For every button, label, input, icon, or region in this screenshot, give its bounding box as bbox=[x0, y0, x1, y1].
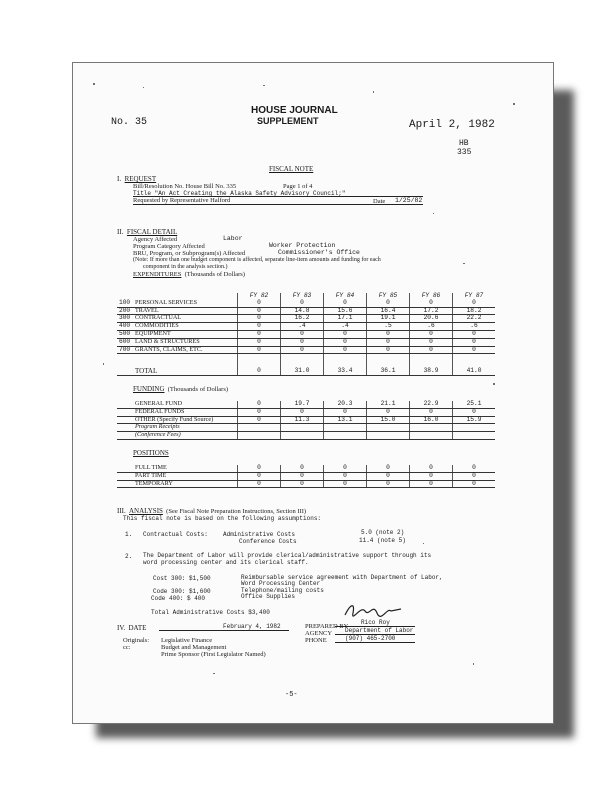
item2-num: 2. bbox=[125, 553, 133, 560]
table-cell: 0 bbox=[453, 465, 496, 472]
table-row bbox=[117, 472, 495, 480]
cost300-desc2: Word Processing Center bbox=[241, 580, 321, 587]
date-heading: DATE bbox=[128, 624, 147, 632]
table-cell: 0 bbox=[367, 346, 410, 354]
table-cell: TRAVEL bbox=[133, 307, 238, 315]
prepared-by-label: PREPARED BY bbox=[305, 623, 349, 630]
journal-number: No. 35 bbox=[111, 117, 148, 128]
table-cell bbox=[238, 432, 281, 440]
originals-value: Legislative Finance bbox=[161, 637, 213, 644]
table-cell: 20.6 bbox=[410, 315, 453, 323]
prepared-by-value: Rico Roy bbox=[361, 619, 390, 626]
table-cell: 500 bbox=[117, 330, 133, 338]
table-cell: 25.1 bbox=[453, 401, 496, 408]
table-cell: 16.0 bbox=[410, 416, 453, 424]
funding-units: (Thousands of Dollars) bbox=[167, 386, 229, 393]
table-cell: 0 bbox=[453, 346, 496, 354]
table-cell: 17.1 bbox=[324, 315, 367, 323]
table-cell: 0 bbox=[324, 408, 367, 416]
bill-id-prefix: HB bbox=[459, 139, 469, 148]
program-label: Program Category Affected bbox=[133, 243, 205, 250]
table-cell: 0 bbox=[238, 472, 281, 480]
analysis-intro: This fiscal note is based on the following assumptions: bbox=[123, 515, 322, 522]
table-cell: 0 bbox=[324, 480, 367, 488]
table-cell: 0 bbox=[238, 465, 281, 472]
table-cell: TEMPORARY bbox=[133, 480, 238, 488]
table-row bbox=[117, 465, 495, 472]
item1-admin-value: 5.0 (note 2) bbox=[361, 529, 405, 536]
fiscal-note-title: FISCAL NOTE bbox=[269, 165, 314, 173]
table-cell: Program Receipts bbox=[133, 424, 238, 432]
note-line2: component in the analysis section.) bbox=[143, 264, 228, 270]
table-cell: 0 bbox=[238, 480, 281, 488]
fiscal-detail-num: II. bbox=[117, 228, 124, 236]
col-fy86: FY 86 bbox=[410, 293, 453, 300]
title-line: Title "An Act Creating the Alaska Safety Advisory Council;" bbox=[133, 190, 346, 197]
originals-label: Originals: bbox=[123, 637, 149, 644]
table-cell: 400 bbox=[117, 323, 133, 331]
requested-by: Requested by Representative Halford bbox=[133, 197, 231, 204]
col-fy82: FY 82 bbox=[238, 293, 281, 300]
table-cell: 0 bbox=[367, 300, 410, 307]
table-cell: 0 bbox=[238, 408, 281, 416]
table-cell: 0 bbox=[238, 338, 281, 346]
table-cell: 0 bbox=[238, 368, 281, 375]
table-cell: 0 bbox=[453, 408, 496, 416]
expenditures-label: EXPENDITURES bbox=[133, 271, 182, 278]
table-row bbox=[117, 323, 495, 331]
table-cell: 0 bbox=[238, 323, 281, 331]
table-cell: 0 bbox=[410, 346, 453, 354]
table-cell: 0 bbox=[367, 480, 410, 488]
table-cell: 21.1 bbox=[367, 401, 410, 408]
table-cell: 0 bbox=[238, 330, 281, 338]
table-cell: 15.6 bbox=[324, 307, 367, 315]
table-cell: 36.1 bbox=[367, 368, 410, 375]
table-cell: 13.1 bbox=[324, 416, 367, 424]
note-line1: (Note: If more than one budget component is affected, separate line-item amounts and funding for each bbox=[133, 257, 381, 263]
item2-line2: word processing center and its clerical staff. bbox=[143, 559, 309, 566]
phone-label: PHONE bbox=[305, 637, 327, 644]
table-cell: CONTRACTUAL bbox=[133, 315, 238, 323]
table-cell: 0 bbox=[238, 300, 281, 307]
table-cell: 22.2 bbox=[453, 315, 496, 323]
table-cell: FULL TIME bbox=[133, 465, 238, 472]
item1-conf-value: 11.4 (note 5) bbox=[359, 537, 406, 544]
code300: Code 300: $1,600 bbox=[153, 588, 211, 595]
funding-table bbox=[117, 401, 495, 440]
table-cell bbox=[281, 424, 324, 432]
table-cell: 0 bbox=[367, 408, 410, 416]
page-number: -5- bbox=[285, 691, 298, 699]
cost300-desc1: Reimbursable service agreement with Department of Labor, bbox=[241, 574, 443, 581]
table-cell: 0 bbox=[367, 338, 410, 346]
bru-value: Commissioner's Office bbox=[278, 249, 360, 256]
table-row bbox=[117, 480, 495, 488]
table-cell: 38.9 bbox=[410, 368, 453, 375]
table-cell bbox=[410, 424, 453, 432]
agency-label: Agency Affected bbox=[133, 236, 178, 243]
table-cell: 0 bbox=[410, 300, 453, 307]
table-cell: 0 bbox=[324, 300, 367, 307]
table-cell: LAND & STRUCTURES bbox=[133, 338, 238, 346]
table-cell: 16.2 bbox=[281, 315, 324, 323]
table-cell: 16.4 bbox=[367, 307, 410, 315]
cc-sponsor: Prime Sponsor (First Legislator Named) bbox=[161, 651, 266, 658]
table-cell: 33.4 bbox=[324, 368, 367, 375]
table-cell bbox=[281, 432, 324, 440]
agency-value: Labor bbox=[223, 235, 243, 242]
table-cell: .4 bbox=[324, 323, 367, 331]
table-cell: 300 bbox=[117, 315, 133, 323]
table-cell: 14.8 bbox=[281, 307, 324, 315]
date-num: IV. bbox=[117, 624, 126, 632]
table-cell: .5 bbox=[367, 323, 410, 331]
table-row bbox=[117, 300, 495, 307]
table-cell: 0 bbox=[281, 300, 324, 307]
table-cell: 0 bbox=[324, 346, 367, 354]
agency-sig-label: AGENCY bbox=[305, 630, 333, 637]
cc-label: cc: bbox=[123, 644, 131, 651]
table-cell: 0 bbox=[281, 480, 324, 488]
item1-admin: Administrative Costs bbox=[223, 531, 296, 538]
request-num: I. bbox=[117, 175, 122, 183]
table-cell: GENERAL FUND bbox=[133, 401, 238, 408]
table-cell: 17.2 bbox=[410, 307, 453, 315]
table-cell: 15.9 bbox=[453, 416, 496, 424]
date-value: February 4, 1982 bbox=[223, 623, 281, 630]
positions-label: POSITIONS bbox=[133, 449, 169, 457]
table-cell bbox=[410, 432, 453, 440]
table-cell: 0 bbox=[453, 480, 496, 488]
table-cell: 0 bbox=[281, 338, 324, 346]
table-cell: 700 bbox=[117, 346, 133, 354]
table-cell: 0 bbox=[238, 315, 281, 323]
table-cell: 0 bbox=[410, 472, 453, 480]
bru-label: BRU, Program, or Subprogram(s) Affected bbox=[133, 250, 246, 257]
item1-label: Contractual Costs: bbox=[143, 531, 208, 538]
table-cell: 15.0 bbox=[367, 416, 410, 424]
table-cell: 0 bbox=[410, 330, 453, 338]
code300-desc: Telephone/mailing costs bbox=[241, 587, 324, 594]
table-cell bbox=[367, 432, 410, 440]
table-cell: 0 bbox=[410, 408, 453, 416]
table-cell: FEDERAL FUNDS bbox=[133, 408, 238, 416]
total-admin: Total Administrative Costs $3,400 bbox=[151, 609, 270, 616]
journal-date: April 2, 1982 bbox=[409, 119, 495, 131]
phone-value: (907) 465-2700 bbox=[345, 635, 396, 642]
request-date-value: 1/25/82 bbox=[395, 197, 423, 204]
table-cell: 0 bbox=[367, 472, 410, 480]
table-cell: 0 bbox=[238, 346, 281, 354]
table-cell: 22.9 bbox=[410, 401, 453, 408]
table-cell: 0 bbox=[238, 307, 281, 315]
table-cell: PART TIME bbox=[133, 472, 238, 480]
table-cell: 0 bbox=[281, 465, 324, 472]
table-cell: PERSONAL SERVICES bbox=[133, 300, 238, 307]
bill-id-number: 335 bbox=[457, 148, 472, 157]
table-cell: 600 bbox=[117, 338, 133, 346]
program-value: Worker Protection bbox=[269, 242, 336, 249]
analysis-heading: ANALYSIS bbox=[129, 507, 163, 515]
request-heading: REQUEST bbox=[124, 175, 157, 183]
journal-title: HOUSE JOURNAL bbox=[251, 105, 338, 116]
table-cell bbox=[324, 432, 367, 440]
code400: Code 400: $ 400 bbox=[151, 595, 206, 602]
table-cell: 0 bbox=[324, 338, 367, 346]
table-cell bbox=[324, 424, 367, 432]
table-cell: 0 bbox=[324, 472, 367, 480]
cc-budget: Budget and Management bbox=[161, 644, 227, 651]
table-cell: 0 bbox=[324, 330, 367, 338]
table-cell: 20.3 bbox=[324, 401, 367, 408]
table-cell: 0 bbox=[281, 408, 324, 416]
col-fy87: FY 87 bbox=[453, 293, 496, 300]
table-cell: 41.0 bbox=[453, 368, 496, 375]
table-cell: 0 bbox=[453, 300, 496, 307]
table-cell: TOTAL bbox=[133, 368, 238, 375]
table-cell: 0 bbox=[238, 416, 281, 424]
table-cell: .4 bbox=[281, 323, 324, 331]
document-page bbox=[72, 62, 554, 724]
item2-line1: The Department of Labor will provide clerical/administrative support through its bbox=[143, 552, 432, 559]
table-row bbox=[117, 432, 495, 440]
table-cell: 0 bbox=[410, 338, 453, 346]
table-cell bbox=[367, 424, 410, 432]
table-cell bbox=[453, 432, 496, 440]
table-cell bbox=[453, 424, 496, 432]
table-cell: 0 bbox=[453, 330, 496, 338]
col-fy84: FY 84 bbox=[324, 293, 367, 300]
total-row bbox=[117, 368, 495, 375]
expenditures-table bbox=[117, 293, 495, 376]
cost300: Cost 300: $1,500 bbox=[153, 575, 211, 582]
table-cell: 11.3 bbox=[281, 416, 324, 424]
table-cell: 19.1 bbox=[367, 315, 410, 323]
funding-label: FUNDING bbox=[133, 385, 165, 393]
table-cell: .6 bbox=[453, 323, 496, 331]
table-cell: 0 bbox=[367, 330, 410, 338]
agency-sig-value: Department of Labor bbox=[345, 627, 414, 634]
col-fy83: FY 83 bbox=[281, 293, 324, 300]
table-cell: 0 bbox=[453, 472, 496, 480]
analysis-heading-note: (See Fiscal Note Preparation Instructions, Section III) bbox=[166, 508, 307, 515]
table-row bbox=[117, 338, 495, 346]
table-cell: OTHER (Specify Fund Source) bbox=[133, 416, 238, 424]
request-date-label: Date bbox=[373, 198, 386, 205]
page-info: Page 1 of 4 bbox=[283, 183, 313, 190]
table-cell: 0 bbox=[410, 465, 453, 472]
analysis-num: III. bbox=[117, 507, 126, 515]
table-cell: 19.7 bbox=[281, 401, 324, 408]
table-cell: .6 bbox=[410, 323, 453, 331]
bill-line: Bill/Resolution No. House Bill No. 335 bbox=[133, 183, 237, 190]
item1-conf: Conference Costs bbox=[239, 538, 297, 545]
table-cell: 0 bbox=[281, 346, 324, 354]
table-cell: 100 bbox=[117, 300, 133, 307]
table-cell: 0 bbox=[324, 465, 367, 472]
table-cell: 0 bbox=[410, 480, 453, 488]
journal-subtitle: SUPPLEMENT bbox=[257, 116, 319, 126]
positions-table bbox=[117, 465, 495, 488]
expenditures-units: (Thousands of Dollars) bbox=[184, 271, 245, 278]
table-cell: 0 bbox=[238, 401, 281, 408]
table-cell: 0 bbox=[453, 338, 496, 346]
table-row bbox=[117, 346, 495, 354]
table-cell bbox=[238, 424, 281, 432]
table-cell: 31.0 bbox=[281, 368, 324, 375]
table-cell: 0 bbox=[281, 330, 324, 338]
table-cell: 18.2 bbox=[453, 307, 496, 315]
table-cell: EQUIPMENT bbox=[133, 330, 238, 338]
code400-desc: Office Supplies bbox=[241, 593, 296, 600]
item1-num: 1. bbox=[125, 531, 133, 538]
table-cell: 0 bbox=[281, 472, 324, 480]
table-cell: 200 bbox=[117, 307, 133, 315]
table-cell: GRANTS, CLAIMS, ETC. bbox=[133, 346, 238, 354]
table-cell: 0 bbox=[367, 465, 410, 472]
table-row bbox=[117, 408, 495, 416]
fiscal-detail-heading: FISCAL DETAIL bbox=[126, 228, 178, 236]
table-cell: (Conference Fees) bbox=[133, 432, 238, 440]
table-cell: COMMODITIES bbox=[133, 323, 238, 331]
signature-image bbox=[343, 599, 403, 621]
col-fy85: FY 85 bbox=[367, 293, 410, 300]
